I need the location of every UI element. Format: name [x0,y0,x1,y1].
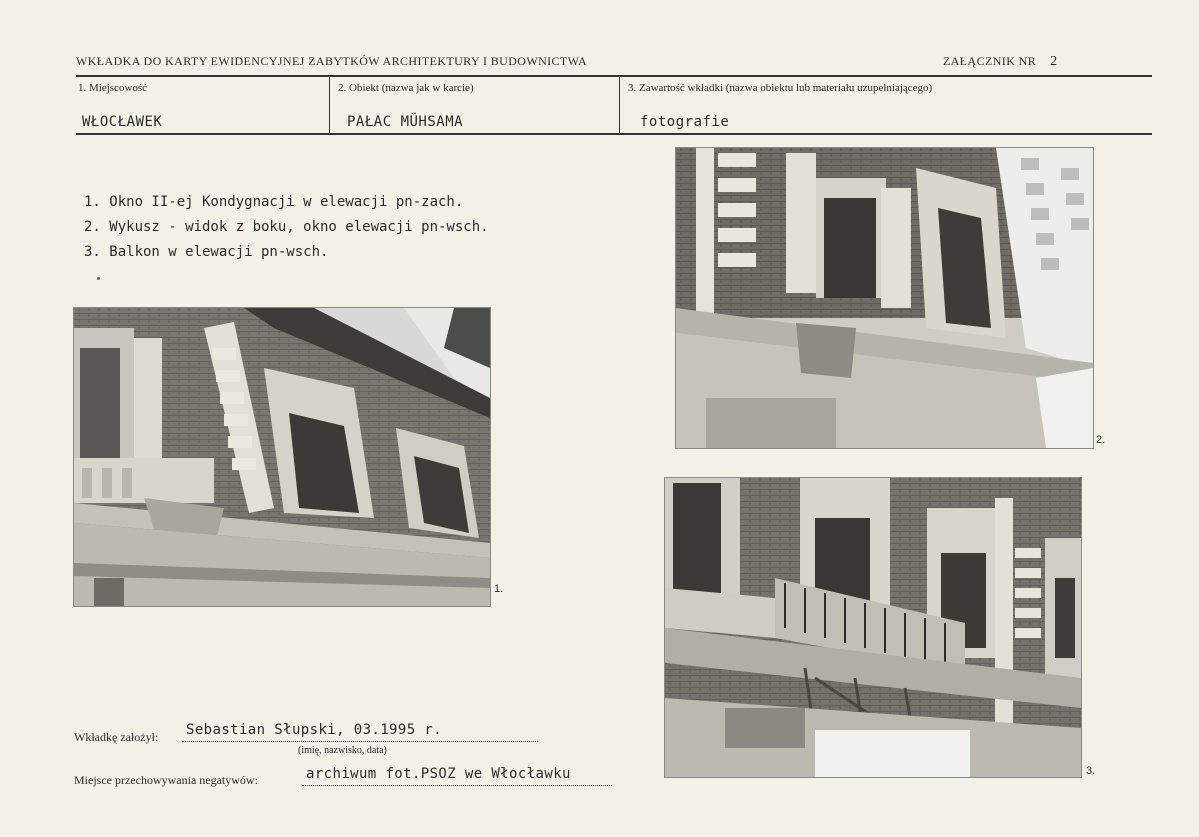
annex-label-text: ZAŁĄCZNIK NR [943,54,1037,68]
photo-1-image [74,308,490,606]
photo-2-number: 2. [1096,434,1106,446]
photo-caption: 3. Balkon w elewacji pn-wsch. [84,244,329,260]
field-value-locality: WŁOCŁAWEK [82,114,163,130]
photo-3-number: 3. [1086,765,1096,777]
field-divider-1 [329,77,330,133]
field-label-locality: 1. Miejscowość [78,82,148,94]
photo-2-bay-window [676,148,1093,448]
author-value: Sebastian Słupski, 03.1995 r. [186,722,443,738]
field-label-contents: 3. Zawartość wkładki (nazwa obiektu lub materiału uzupełniającego) [628,82,933,94]
negatives-label: Miejsce przechowywania negatywów: [74,773,258,787]
photo-captions-list [84,190,489,265]
author-hint: (imię, nazwisko, data) [298,745,387,756]
header-rule-bottom [76,133,1152,135]
photo-2-image [676,148,1093,448]
author-label: Wkładkę założył: [74,730,159,744]
document-title: WKŁADKA DO KARTY EWIDENCYJNEJ ZABYTKÓW ARCHITEKTURY I BUDOWNICTWA [76,54,588,68]
photo-3-image [665,478,1081,777]
negatives-underline [302,785,612,786]
author-underline [182,741,538,742]
photo-1-number: 1. [494,583,504,595]
field-value-object: PAŁAC MÜHSAMA [347,114,464,130]
photo-3-balcony [665,478,1081,777]
photo-1-window [74,308,490,606]
stray-dot [97,277,100,280]
header-rule-top [76,75,1152,77]
photo-caption: 2. Wykusz - widok z boku, okno elewacji pn-wsch. [84,219,489,235]
annex-number: 2 [1050,54,1058,69]
field-value-contents: fotografie [640,114,730,130]
field-label-object: 2. Obiekt (nazwa jak w karcie) [338,82,474,94]
annex-label [943,54,1058,70]
negatives-value: archiwum fot.PSOZ we Włocławku [306,766,571,782]
photo-caption: 1. Okno II-ej Kondygnacji w elewacji pn-zach. [84,194,464,210]
field-divider-2 [619,77,620,133]
